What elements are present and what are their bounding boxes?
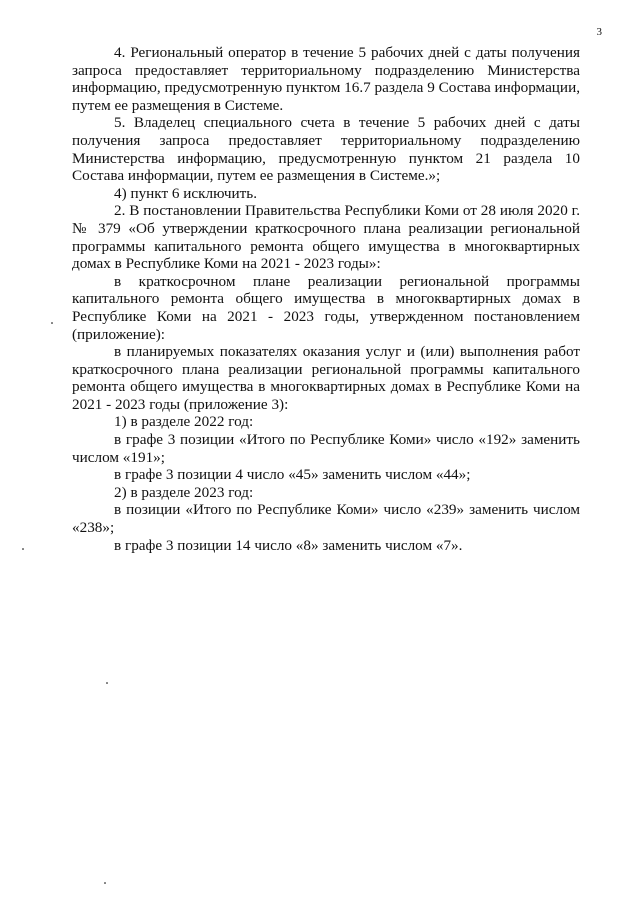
paragraph-section-2023: 2) в разделе 2023 год: [114, 483, 254, 501]
paragraph-section-2022: 1) в разделе 2022 год: [114, 413, 254, 431]
scan-mark [104, 882, 106, 884]
scan-mark [51, 322, 53, 324]
paragraph-regional-operator: 4. Региональный оператор в течение 5 рабочих дней с даты получения запроса предоставляет территориальному подразделению Министерства информацию, предусмотренную пунктом 16.7 раздела 9 Состава информации, путем ее размещения в Системе. [72, 44, 580, 114]
paragraph-resolution-379: 2. В постановлении Правительства Республики Коми от 28 июля 2020 г. № 379 «Об утверждении краткосрочного плана реализации региональной программы капитального ремонта общего имущества в многоквартирных домах в Республике Коми на 2021 - 2023 годы»: [72, 202, 580, 273]
paragraph-replace-8: в графе 3 позиции 14 число «8» заменить числом «7». [114, 536, 463, 554]
page-number: 3 [596, 26, 602, 38]
paragraph-account-owner: 5. Владелец специального счета в течение 5 рабочих дней с даты получения запроса предоставляет территориальному подразделению Министерства информацию, предусмотренную пунктом 21 раздела 10 Состава информации, путем ее размещения в Системе.»; [72, 114, 580, 185]
paragraph-replace-239: в позиции «Итого по Республике Коми» число «239» заменить числом «238»; [72, 501, 580, 537]
scan-mark [22, 548, 24, 550]
paragraph-exclude-item-6: 4) пункт 6 исключить. [114, 184, 258, 202]
paragraph-short-term-plan: в краткосрочном плане реализации региональной программы капитального ремонта общего имущества в многоквартирных домах в Республике Коми на 2021 - 2023 годы, утвержденном постановлением (приложение): [72, 272, 580, 343]
paragraph-planned-indicators: в планируемых показателях оказания услуг и (или) выполнения работ краткосрочного плана реализации региональной программы капитального ремонта общего имущества в многоквартирных домах в Республике Коми на 2021 - 2023 годы (приложение 3): [72, 343, 580, 413]
paragraph-replace-45: в графе 3 позиции 4 число «45» заменить числом «44»; [114, 466, 471, 484]
scan-mark [106, 682, 108, 684]
document-body [72, 44, 580, 554]
paragraph-replace-192: в графе 3 позиции «Итого по Республике Коми» число «192» заменить числом «191»; [72, 431, 580, 466]
